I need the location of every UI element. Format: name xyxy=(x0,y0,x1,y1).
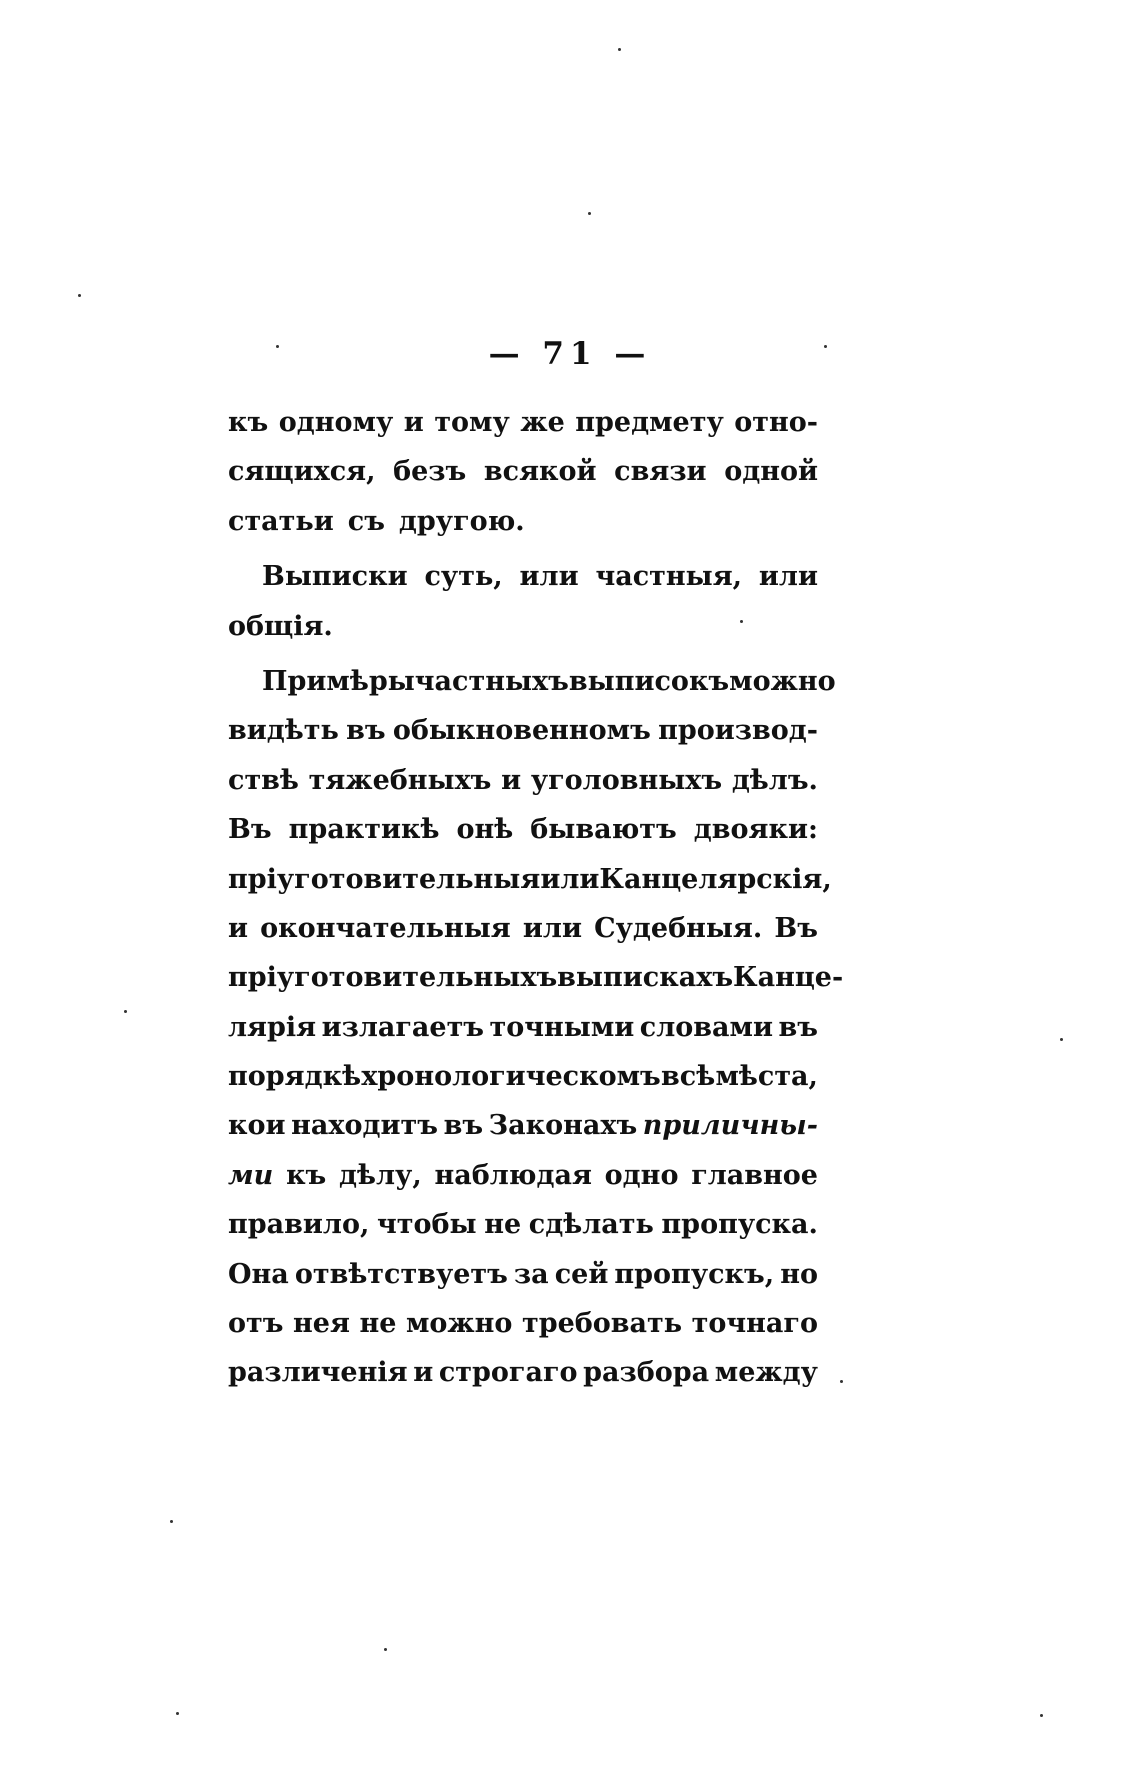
word: словами xyxy=(639,1011,774,1043)
text-line xyxy=(228,1052,818,1101)
word: кои xyxy=(228,1110,286,1142)
scan-speck xyxy=(840,1380,843,1383)
word: требовать xyxy=(521,1308,683,1340)
word: разбора xyxy=(583,1357,710,1389)
text-line xyxy=(228,1151,818,1200)
scan-speck xyxy=(384,1648,387,1651)
word: связи xyxy=(614,456,707,488)
word: и xyxy=(501,764,522,796)
word: частныхъ xyxy=(414,665,569,697)
word: отвѣтствуетъ xyxy=(294,1258,508,1290)
word: прiуготовительныя xyxy=(228,863,541,895)
word: хронологическомъ xyxy=(361,1061,661,1093)
word: частныя, xyxy=(595,561,743,593)
word: въ xyxy=(778,1011,818,1043)
word: отно- xyxy=(734,407,818,438)
word: главное xyxy=(691,1159,818,1191)
word: или xyxy=(758,561,818,593)
word: видѣть xyxy=(228,715,339,747)
word: выписокъ xyxy=(568,665,730,697)
word: Канце- xyxy=(733,962,844,994)
word: въ xyxy=(346,715,386,747)
text-line xyxy=(228,552,818,601)
word: различенiя xyxy=(228,1357,408,1389)
text-line xyxy=(228,1250,818,1299)
scan-speck xyxy=(824,345,827,348)
word: за xyxy=(513,1258,549,1290)
scan-speck xyxy=(124,1010,127,1013)
word: Судебныя. xyxy=(594,912,763,944)
word: мѣста, xyxy=(715,1061,818,1093)
word: пропускъ, xyxy=(614,1258,775,1290)
text-line xyxy=(228,497,818,546)
scan-speck xyxy=(78,294,81,297)
scan-speck xyxy=(276,345,279,348)
text-line xyxy=(228,447,818,496)
text-line xyxy=(228,855,832,904)
scan-speck xyxy=(176,1712,179,1715)
word: точнаго xyxy=(691,1308,818,1340)
word: лярiя xyxy=(228,1011,317,1043)
word: сдѣлать xyxy=(528,1209,654,1241)
word: излагаетъ xyxy=(321,1011,485,1043)
word: можно xyxy=(729,665,836,697)
word: всякой xyxy=(483,456,597,488)
word: и xyxy=(403,407,424,438)
scan-speck xyxy=(588,212,591,215)
word: окончательныя xyxy=(260,912,511,944)
word: порядкѣ xyxy=(228,1061,362,1093)
word: дѣлъ. xyxy=(731,764,818,796)
word: Канцелярскiя, xyxy=(599,863,832,895)
word: тому xyxy=(434,407,510,438)
word: пропуска. xyxy=(661,1209,818,1241)
word: уголовныхъ xyxy=(530,764,723,796)
word: всѣ xyxy=(661,1061,716,1093)
word: же xyxy=(520,407,565,438)
word: безъ xyxy=(393,456,467,488)
text-line xyxy=(228,657,836,706)
word: и xyxy=(228,912,249,944)
word: производ- xyxy=(658,715,818,747)
text-line xyxy=(228,706,818,755)
word: суть, xyxy=(424,561,503,593)
word: не xyxy=(484,1209,522,1241)
word: въ xyxy=(443,1110,484,1142)
word: дѣлу, xyxy=(339,1159,422,1191)
word: ми xyxy=(228,1159,274,1191)
text-line xyxy=(228,805,818,854)
word: Въ xyxy=(228,814,272,846)
text-line xyxy=(228,398,818,447)
word: находитъ xyxy=(291,1110,438,1142)
word: нея xyxy=(293,1308,350,1340)
text-line xyxy=(228,1200,818,1249)
word: къ xyxy=(228,407,269,438)
word: но xyxy=(780,1258,818,1290)
word: сящихся, xyxy=(228,456,376,488)
word: точными xyxy=(489,1011,635,1043)
word: или xyxy=(540,863,600,895)
word: съ xyxy=(347,505,385,537)
text-line xyxy=(228,904,818,953)
word: Выписки xyxy=(262,561,408,593)
word: чтобы xyxy=(377,1209,477,1241)
word: Законахъ xyxy=(488,1110,638,1142)
word: обыкновенномъ xyxy=(392,715,651,747)
text-line xyxy=(228,1348,818,1397)
text-line xyxy=(228,1003,818,1052)
word: сей xyxy=(554,1258,609,1290)
scan-speck xyxy=(170,1520,173,1523)
word: отъ xyxy=(228,1308,284,1340)
word: тяжебныхъ xyxy=(308,764,492,796)
word: къ xyxy=(286,1159,327,1191)
word: и xyxy=(413,1357,434,1389)
word: выпискахъ xyxy=(557,962,734,994)
word: наблюдая xyxy=(434,1159,592,1191)
word: одно xyxy=(604,1159,679,1191)
page-number: — 71 — xyxy=(488,336,652,372)
word: двояки: xyxy=(693,814,818,846)
word: не xyxy=(359,1308,397,1340)
word: предмету xyxy=(575,407,724,438)
word: общiя. xyxy=(228,610,333,642)
scan-speck xyxy=(1040,1714,1043,1717)
text-line xyxy=(228,756,818,805)
word: онѣ xyxy=(456,814,514,846)
word: или xyxy=(519,561,579,593)
scan-speck xyxy=(740,620,743,623)
word: приличны- xyxy=(642,1110,818,1142)
body-text xyxy=(228,398,844,1398)
word: практикѣ xyxy=(288,814,440,846)
word: строгаго xyxy=(438,1357,578,1389)
text-line xyxy=(228,1299,818,1348)
word: одному xyxy=(278,407,394,438)
word: или xyxy=(522,912,582,944)
word: можно xyxy=(405,1308,513,1340)
text-line xyxy=(228,1101,818,1150)
word: между xyxy=(714,1357,818,1389)
word: бываютъ xyxy=(530,814,677,846)
scan-speck xyxy=(1060,1038,1063,1041)
text-line xyxy=(228,953,844,1002)
word: Въ xyxy=(774,912,818,944)
word: статьи xyxy=(228,505,334,537)
word: другою. xyxy=(398,505,525,537)
word: ствѣ xyxy=(228,764,299,796)
word: прiуготовительныхъ xyxy=(228,962,558,994)
scan-speck xyxy=(618,48,621,51)
word: правило, xyxy=(228,1209,370,1241)
word: одной xyxy=(724,456,818,488)
word: Примѣры xyxy=(262,665,415,697)
text-line xyxy=(228,602,818,651)
word: Она xyxy=(228,1258,289,1290)
